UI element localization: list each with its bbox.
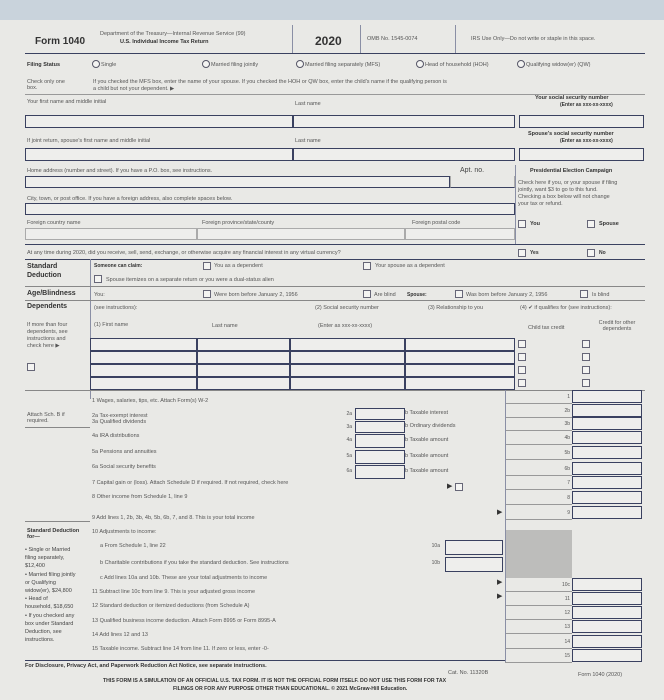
line-4b-input[interactable] <box>572 431 642 444</box>
std-line: $12,400 <box>25 563 45 570</box>
line-10b-label: b Charitable contributions if you take the standard deduction. See instructions <box>100 560 289 566</box>
arrow-icon: ▶ <box>497 509 503 516</box>
dep-ssn-input[interactable] <box>290 351 405 364</box>
dep-odc-checkbox[interactable] <box>582 366 590 374</box>
line-10c-label: c Add lines 10a and 10b. These are your total adjustments to income <box>100 575 268 581</box>
arrow-icon: ▶ <box>497 593 503 600</box>
spouse-first-name-label: If joint return, spouse's first name and middle initial <box>27 138 151 144</box>
ssn-input[interactable] <box>519 115 644 128</box>
line-10b-input[interactable] <box>445 557 503 572</box>
divider <box>505 403 572 404</box>
line-4a-input[interactable] <box>355 434 405 448</box>
line-number: 14 <box>564 639 570 645</box>
shaded-area <box>505 530 572 578</box>
line-6a-input[interactable] <box>355 465 405 479</box>
dep-first-name-input[interactable] <box>90 351 197 364</box>
line-10-label: 10 Adjustments to income: <box>92 529 157 535</box>
std-line: household, $18,650 <box>25 604 74 611</box>
campaign-text: your tax or refund. <box>518 201 563 207</box>
line-number: 5b <box>564 450 570 456</box>
radio-single[interactable] <box>92 60 100 68</box>
dep-ctc-checkbox[interactable] <box>518 366 526 374</box>
line-2a-input[interactable] <box>355 408 405 420</box>
line-5a-label: 5a Pensions and annuities <box>92 449 157 455</box>
line-10a-label: a From Schedule 1, line 22 <box>100 543 166 549</box>
dep-relationship-input[interactable] <box>405 377 515 390</box>
divider <box>505 633 572 634</box>
line-4b-label: b Taxable amount <box>405 437 449 443</box>
line-number: 10b <box>431 560 440 566</box>
line-number: 11 <box>564 596 570 602</box>
spouse-born-before-checkbox[interactable] <box>455 290 463 298</box>
department: Department of the Treasury—Internal Revenue Service (99) <box>100 31 246 37</box>
irs-use-only: IRS Use Only—Do not write or staple in this space. <box>471 36 596 42</box>
spouse-itemizes-checkbox[interactable] <box>94 275 102 283</box>
you-born-before-checkbox[interactable] <box>203 290 211 298</box>
line-12-label: 12 Standard deduction or itemized deductions (from Schedule A) <box>92 603 250 609</box>
campaign-you-checkbox[interactable] <box>518 220 526 228</box>
disclosure-notice: For Disclosure, Privacy Act, and Paperwork Reduction Act Notice, see separate instructions. <box>25 663 267 669</box>
spouse-last-name-label: Last name <box>295 138 321 144</box>
you-dependent-checkbox[interactable] <box>203 262 211 270</box>
line-number: 1 <box>567 394 570 400</box>
dep-relationship-input[interactable] <box>405 364 515 377</box>
dep-first-name-input[interactable] <box>90 338 197 351</box>
spouse-first-name-input[interactable] <box>25 148 293 161</box>
divider <box>505 605 572 606</box>
divider <box>505 475 572 476</box>
line-11-label: 11 Subtract line 10c from line 9. This is your adjusted gross income <box>92 589 256 595</box>
dep-first-name-input[interactable] <box>90 377 197 390</box>
omb-number: OMB No. 1545-0074 <box>367 36 418 42</box>
radio-head-of-household[interactable] <box>416 60 424 68</box>
tax-year: 2020 <box>315 34 342 48</box>
line-11-input[interactable] <box>572 592 642 605</box>
radio-label: Qualifying widow(er) (QW) <box>526 62 591 68</box>
line-12-input[interactable] <box>572 606 642 619</box>
line-14-input[interactable] <box>572 635 642 648</box>
line-2a-label: 2a Tax-exempt interest <box>92 413 148 419</box>
dep-ctc-checkbox[interactable] <box>518 353 526 361</box>
line-number: 5a <box>346 453 352 459</box>
dep-ctc-checkbox[interactable] <box>518 340 526 348</box>
spouse-dependent-checkbox[interactable] <box>363 262 371 270</box>
standard-deduction-heading: Standard <box>27 263 58 270</box>
dep-qualifies-header: (4) ✔ if qualifies for (see instructions): <box>520 305 612 311</box>
spouse-last-name-input[interactable] <box>293 148 515 161</box>
line-number: 8 <box>567 495 570 501</box>
age-you-label: You: <box>94 292 105 298</box>
campaign-you-label: You <box>530 221 540 227</box>
virtual-no-checkbox[interactable] <box>587 249 595 257</box>
dep-first-name-input[interactable] <box>90 364 197 377</box>
virtual-yes-checkbox[interactable] <box>518 249 526 257</box>
spouse-born-before-label: Was born before January 2, 1956 <box>466 292 548 298</box>
line-number: 9 <box>567 510 570 516</box>
spouse-itemizes-label: Spouse itemizes on a separate return or you were a dual-status alien <box>106 277 274 283</box>
first-name-input[interactable] <box>25 115 293 128</box>
line-10c-input[interactable] <box>572 578 642 591</box>
dep-odc-header: Credit for other dependents <box>598 320 636 332</box>
dep-last-name-header: Last name <box>212 323 238 329</box>
dep-ssn-format: (Enter as xxx-xx-xxxx) <box>318 323 373 329</box>
dep-relationship-header: (3) Relationship to you <box>428 305 484 311</box>
radio-qualifying-widow[interactable] <box>517 60 525 68</box>
std-line: • Married filing jointly <box>25 571 76 578</box>
line-14-label: 14 Add lines 12 and 13 <box>92 632 148 638</box>
line-5b-input[interactable] <box>572 446 642 459</box>
home-address-label: Home address (number and street). If you have a P.O. box, see instructions. <box>27 168 213 174</box>
line-6a-label: 6a Social security benefits <box>92 464 156 470</box>
line-number: 10c <box>561 582 570 588</box>
spouse-blind-label: Is blind <box>592 292 610 298</box>
dep-ctc-checkbox[interactable] <box>518 379 526 387</box>
campaign-text: Check here if you, or your spouse if filing <box>518 180 618 186</box>
std-line: instructions. <box>25 637 55 644</box>
line-8-label: 8 Other income from Schedule 1, line 9 <box>92 494 188 500</box>
foreign-postal-input[interactable] <box>405 228 515 240</box>
line-number: 4b <box>564 435 570 441</box>
foreign-province-input[interactable] <box>197 228 405 240</box>
divider <box>505 648 572 649</box>
dep-odc-checkbox[interactable] <box>582 353 590 361</box>
line-3a-input[interactable] <box>355 421 405 433</box>
dep-ctc-header: Child tax credit <box>528 325 565 331</box>
last-name-label: Last name <box>295 101 321 107</box>
foreign-country-input[interactable] <box>25 228 197 240</box>
dep-odc-checkbox[interactable] <box>582 379 590 387</box>
filing-note: If you checked the MFS box, enter the name of your spouse. If you checked the HOH or QW box, enter the child's name if the qualifying person is <box>93 79 447 85</box>
city-input[interactable] <box>25 203 515 215</box>
spouse-ssn-input[interactable] <box>519 148 644 161</box>
divider <box>505 519 572 520</box>
simulation-notice: THIS FORM IS A SIMULATION OF AN OFFICIAL U.S. TAX FORM. IT IS NOT THE OFFICIAL FORM ITSELF. DO NOT USE THIS FORM FOR TAX <box>103 678 447 684</box>
age-blindness-heading: Age/Blindness <box>27 290 76 297</box>
form-number: Form 1040 <box>35 36 86 47</box>
line-number: 13 <box>564 624 570 630</box>
campaign-text: Checking a box below will not change <box>518 194 610 200</box>
line-5b-label: b Taxable amount <box>405 453 449 459</box>
divider <box>505 489 572 490</box>
you-blind-checkbox[interactable] <box>363 290 371 298</box>
arrow-icon: ▶ <box>497 579 503 586</box>
filing-status-label: Filing Status <box>27 62 60 68</box>
divider <box>505 619 572 620</box>
someone-can-claim: Someone can claim: <box>94 263 143 269</box>
radio-label: Married filing separately (MFS) <box>305 62 381 68</box>
dependents-see: (see instructions): <box>94 305 138 311</box>
std-line: Deduction, see <box>25 629 62 636</box>
simulation-notice-2: FILINGS OR FOR ANY PURPOSE OTHER THAN EDUCATIONAL. © 2021 McGraw-Hill Education. <box>173 686 408 692</box>
divider <box>505 430 572 431</box>
campaign-title: Presidential Election Campaign <box>530 168 613 174</box>
last-name-input[interactable] <box>293 115 515 128</box>
divider <box>505 417 572 418</box>
dep-ssn-header: (2) Social security number <box>315 305 379 311</box>
line-3b-input[interactable] <box>572 417 642 430</box>
line-15-input[interactable] <box>572 649 642 662</box>
dep-odc-checkbox[interactable] <box>582 340 590 348</box>
line-6b-input[interactable] <box>572 462 642 475</box>
spouse-ssn-label: Spouse's social security number <box>528 131 614 137</box>
radio-label: Single <box>101 62 117 68</box>
you-dependent-label: You as a dependent <box>214 263 263 269</box>
dep-last-name-input[interactable] <box>197 351 290 364</box>
top-bar <box>0 0 664 20</box>
city-label: City, town, or post office. If you have a foreign address, also complete spaces below. <box>27 196 233 202</box>
campaign-text: jointly, want $3 to go to this fund. <box>518 187 598 193</box>
dep-last-name-input[interactable] <box>197 364 290 377</box>
line-number: 15 <box>564 653 570 659</box>
spouse-blind-checkbox[interactable] <box>580 290 588 298</box>
std-line: box under Standard <box>25 620 74 627</box>
std-line: • If you checked any <box>25 612 75 619</box>
radio-label: Married filing jointly <box>211 62 259 68</box>
line-7-input[interactable] <box>572 476 642 489</box>
line-number: 3b <box>564 421 570 427</box>
capital-gain-checkbox[interactable] <box>455 483 463 491</box>
divider <box>505 504 572 505</box>
line-13-label: 13 Qualified business income deduction. Attach Form 8995 or Form 8995-A <box>92 618 276 624</box>
form-footer: Form 1040 (2020) <box>578 672 623 678</box>
std-deduction-for-title: Standard Deduction for— <box>27 528 80 540</box>
foreign-province-label: Foreign province/state/county <box>202 220 275 226</box>
line-number: 12 <box>564 610 570 616</box>
apt-input[interactable] <box>450 176 515 188</box>
line-number: 3a <box>346 424 352 430</box>
dependents-more-note: If more than four dependents, see instructions and check here ▶ <box>27 322 68 349</box>
foreign-postal-label: Foreign postal code <box>412 220 461 226</box>
spouse-dependent-label: Your spouse as a dependent <box>375 263 445 269</box>
divider <box>505 459 572 460</box>
line-2b-input[interactable] <box>572 404 642 417</box>
arrow-icon: ▶ <box>447 483 453 490</box>
std-line: • Single or Married <box>25 547 71 553</box>
line-5a-input[interactable] <box>355 450 405 464</box>
age-spouse-label: Spouse: <box>407 292 427 298</box>
attach-sch-b-note: Attach Sch. B if required. <box>27 412 65 424</box>
filing-note-2: a child but not your dependent. ▶ <box>93 86 175 92</box>
dep-ssn-input[interactable] <box>290 377 405 390</box>
check-only-one: Check only one box. <box>27 79 65 91</box>
std-line: widow(er), $24,800 <box>25 588 72 595</box>
first-name-label: Your first name and middle initial <box>27 99 107 105</box>
line-number: 2a <box>346 411 352 417</box>
campaign-spouse-label: Spouse <box>599 221 619 227</box>
home-address-input[interactable] <box>25 176 450 188</box>
line-number: 4a <box>346 437 352 443</box>
more-dependents-checkbox[interactable] <box>27 363 35 371</box>
line-3b-label: b Ordinary dividends <box>405 423 456 429</box>
line-6b-label: b Taxable amount <box>405 468 449 474</box>
line-15-label: 15 Taxable income. Subtract line 14 from line 11. If zero or less, enter -0- <box>92 646 269 652</box>
line-3a-label: 3a Qualified dividends <box>92 419 147 425</box>
standard-deduction-heading-2: Deduction <box>27 272 62 279</box>
line-1-label: 1 Wages, salaries, tips, etc. Attach Form(s) W-2 <box>92 398 209 404</box>
divider <box>505 662 572 663</box>
line-number: 7 <box>567 480 570 486</box>
catalog-number: Cat. No. 11320B <box>448 670 489 676</box>
std-deduction-amounts <box>25 546 76 644</box>
dep-first-name-header: (1) First name <box>94 322 129 328</box>
radio-married-jointly[interactable] <box>202 60 210 68</box>
radio-married-separately[interactable] <box>296 60 304 68</box>
you-blind-label: Are blind <box>374 292 396 298</box>
dep-last-name-input[interactable] <box>197 338 290 351</box>
line-9-input[interactable] <box>572 506 642 519</box>
std-line: filing separately, <box>25 555 65 562</box>
foreign-country-label: Foreign country name <box>27 220 81 226</box>
dep-ssn-input[interactable] <box>290 338 405 351</box>
you-born-before-label: Were born before January 2, 1956 <box>214 292 298 298</box>
line-4a-label: 4a IRA distributions <box>92 433 140 439</box>
divider <box>505 591 572 592</box>
divider <box>505 444 572 445</box>
dependents-heading: Dependents <box>27 303 68 310</box>
line-7-label: 7 Capital gain or (loss). Attach Schedule D if required. If not required, check here <box>92 480 289 486</box>
line-1-input[interactable] <box>572 390 642 403</box>
dep-relationship-input[interactable] <box>405 338 515 351</box>
line-13-input[interactable] <box>572 620 642 633</box>
virtual-currency-question: At any time during 2020, did you receive, sell, send, exchange, or otherwise acquire any financial interest in any virtual currency? <box>27 250 341 256</box>
line-10a-input[interactable] <box>445 540 503 555</box>
line-9-label: 9 Add lines 1, 2b, 3b, 4b, 5b, 6b, 7, and 8. This is your total income <box>92 515 255 521</box>
apt-label: Apt. no. <box>460 167 485 174</box>
ssn-format: (Enter as xxx-xx-xxxx) <box>560 102 613 108</box>
dep-last-name-input[interactable] <box>197 377 290 390</box>
dep-ssn-input[interactable] <box>290 364 405 377</box>
line-number: 6a <box>346 468 352 474</box>
ssn-label: Your social security number <box>535 95 609 101</box>
line-number: 6b <box>564 466 570 472</box>
form-title: U.S. Individual Income Tax Return <box>120 39 209 45</box>
campaign-spouse-checkbox[interactable] <box>587 220 595 228</box>
std-line: • Head of <box>25 596 48 603</box>
spouse-ssn-format: (Enter as xxx-xx-xxxx) <box>560 138 613 144</box>
line-number: 2b <box>564 408 570 414</box>
virtual-no-label: No <box>599 250 606 256</box>
std-line: or Qualifying <box>25 579 56 586</box>
line-2b-label: b Taxable interest <box>405 410 449 416</box>
dep-relationship-input[interactable] <box>405 351 515 364</box>
virtual-yes-label: Yes <box>530 250 539 256</box>
radio-label: Head of household (HOH) <box>425 62 489 68</box>
line-8-input[interactable] <box>572 491 642 504</box>
line-number: 10a <box>431 543 440 549</box>
divider <box>505 390 506 662</box>
